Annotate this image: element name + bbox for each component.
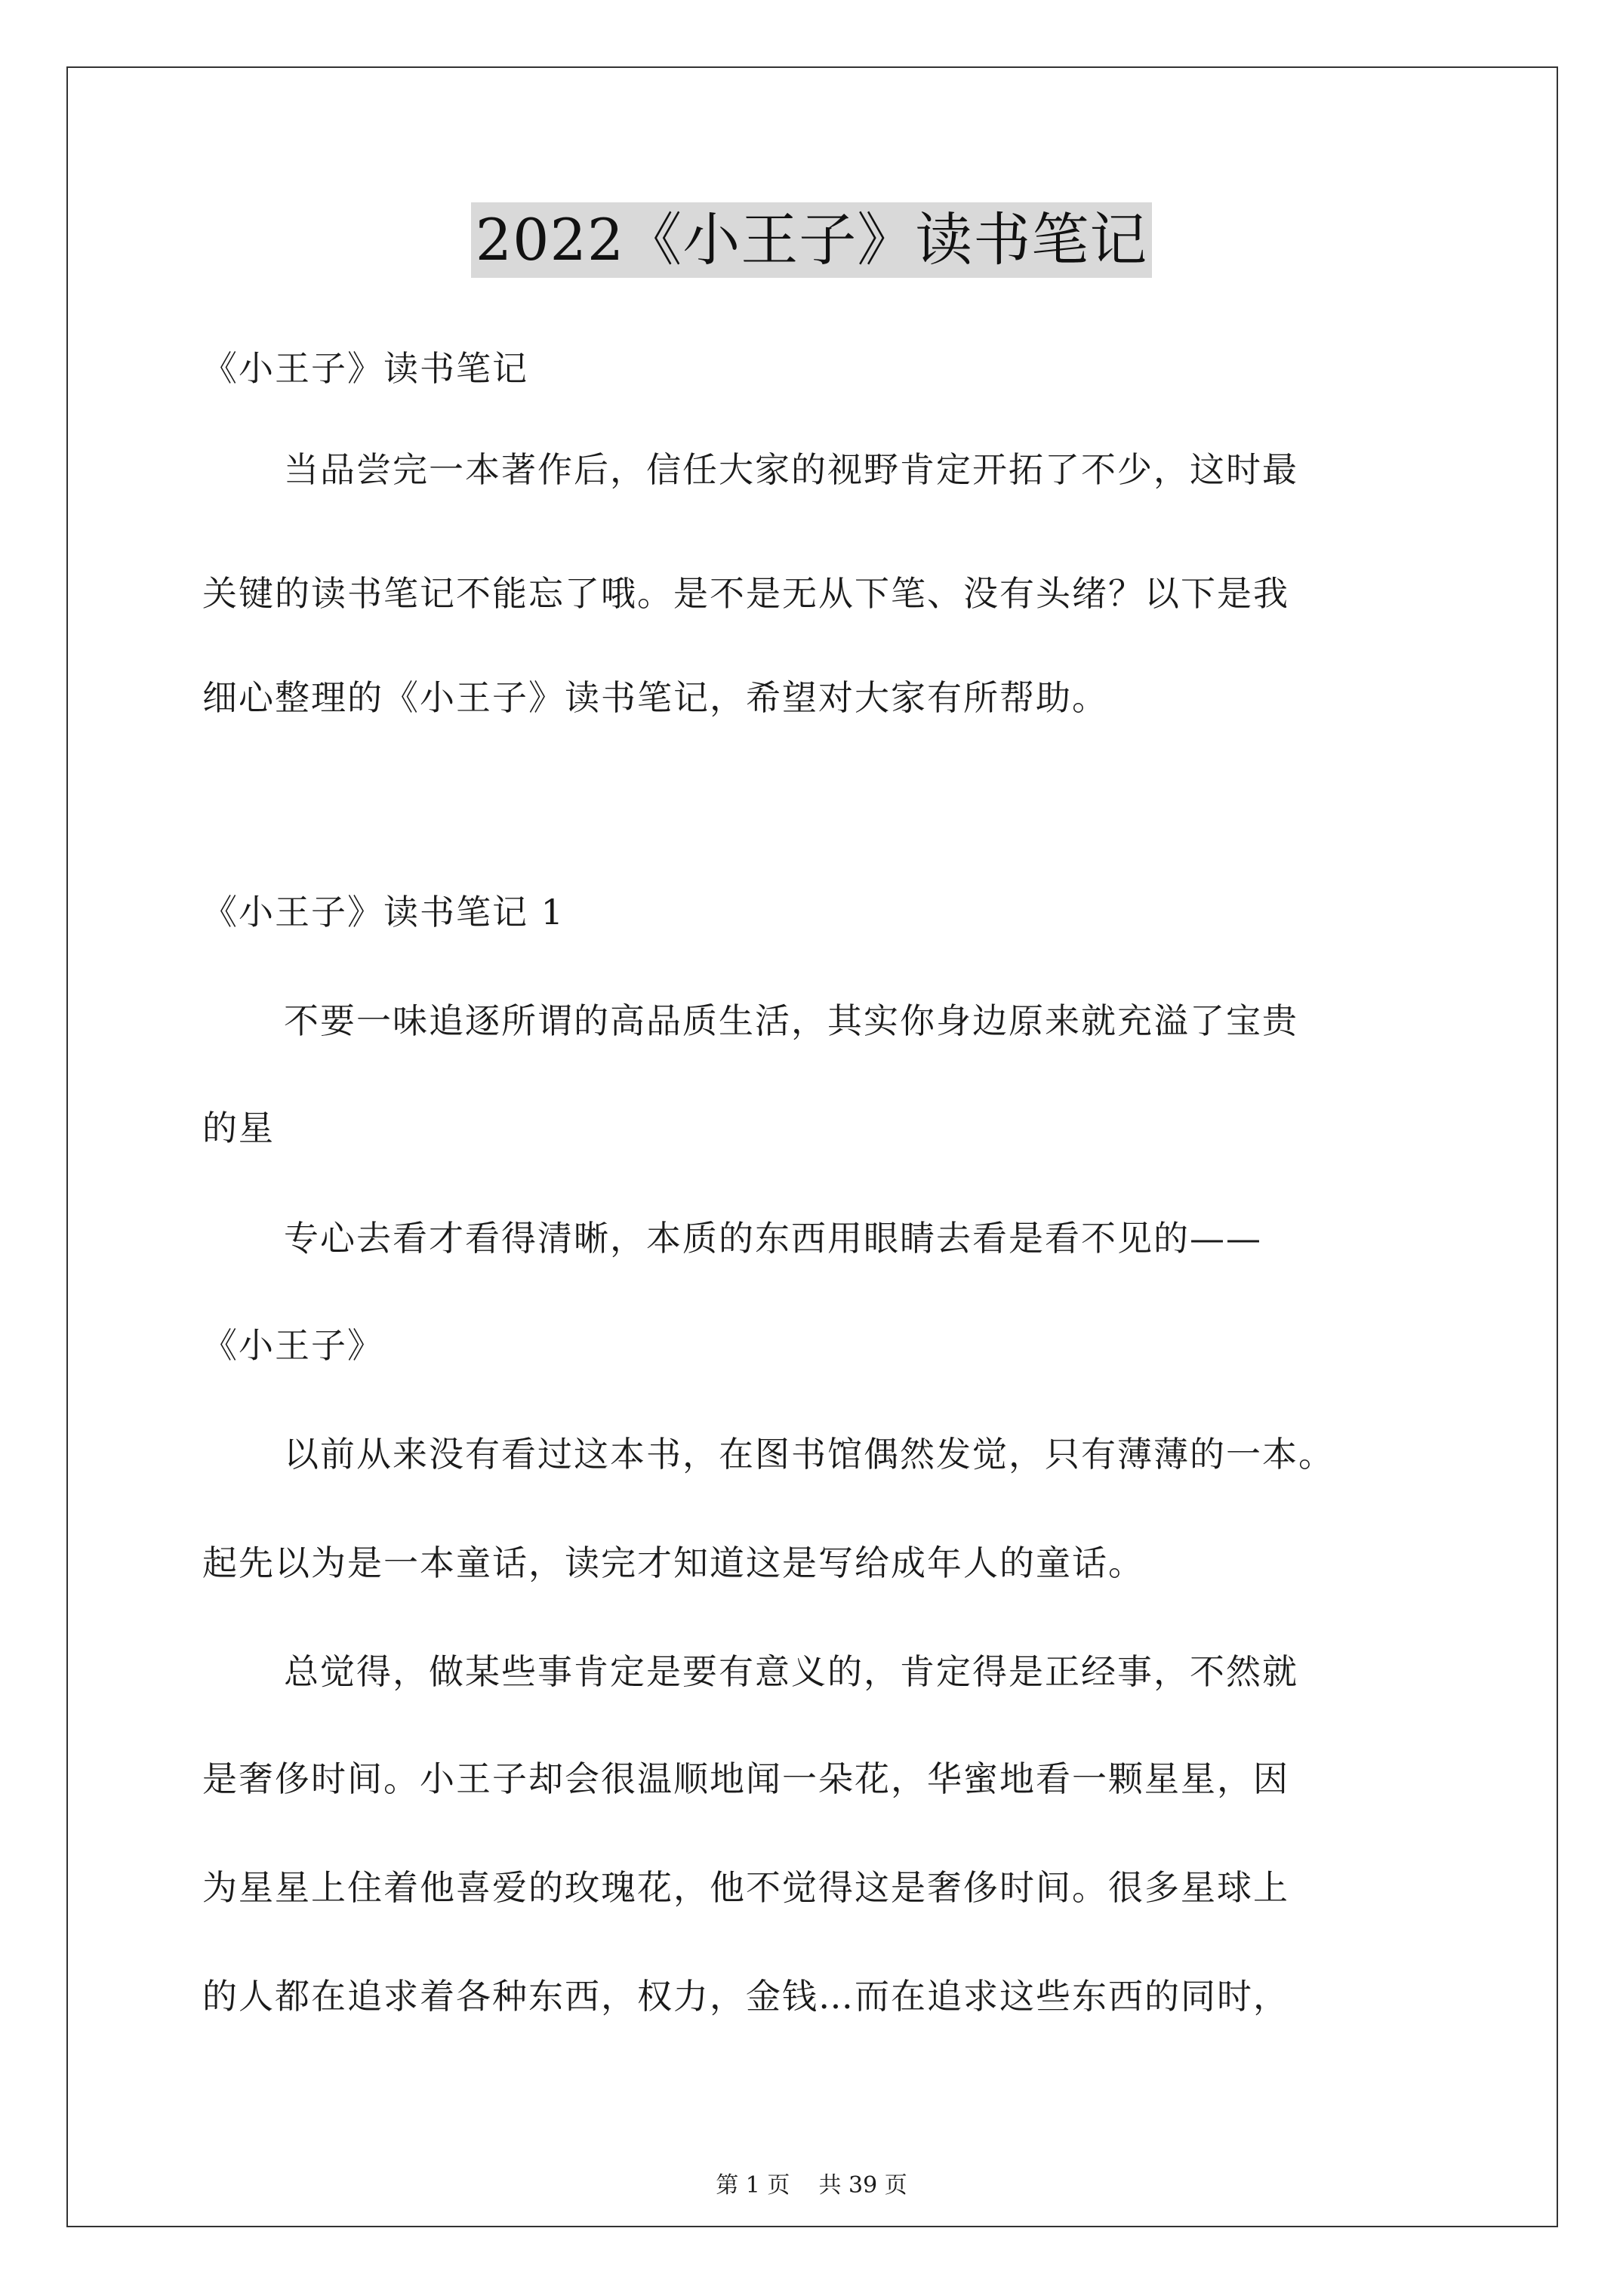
paragraph-line: 总觉得，做某些事肯定是要有意义的，肯定得是正经事，不然就 bbox=[284, 1651, 1298, 1692]
document-title: 2022《小王子》读书笔记 bbox=[471, 202, 1152, 278]
paragraph-line: 关键的读书笔记不能忘了哦。是不是无从下笔、没有头绪？以下是我 bbox=[202, 573, 1289, 614]
paragraph-line: 是奢侈时间。小王子却会很温顺地闻一朵花，华蜜地看一颗星星，因 bbox=[202, 1758, 1289, 1799]
paragraph-line: 细心整理的《小王子》读书笔记，希望对大家有所帮助。 bbox=[202, 677, 1108, 718]
paragraph-line: 当品尝完一本著作后，信任大家的视野肯定开拓了不少，这时最 bbox=[284, 449, 1298, 490]
paragraph-line: 起先以为是一本童话，读完才知道这是写给成年人的童话。 bbox=[202, 1542, 1144, 1583]
paragraph-line: 不要一味追逐所谓的高品质生活，其实你身边原来就充溢了宝贵 bbox=[284, 1000, 1298, 1041]
section-heading: 《小王子》读书笔记 bbox=[202, 348, 528, 389]
paragraph-line: 《小王子》 bbox=[202, 1325, 383, 1366]
page-number-footer: 第 1 页 共 39 页 bbox=[716, 2172, 907, 2199]
paragraph-line: 的人都在追求着各种东西，权力，金钱…而在追求这些东西的同时， bbox=[202, 1976, 1289, 2017]
paragraph-line: 以前从来没有看过这本书，在图书馆偶然发觉，只有薄薄的一本。 bbox=[284, 1434, 1335, 1475]
paragraph-line: 专心去看才看得清晰，本质的东西用眼睛去看是看不见的—— bbox=[284, 1218, 1262, 1259]
section-heading: 《小王子》读书笔记 1 bbox=[202, 892, 565, 932]
paragraph-line: 为星星上住着他喜爱的玫瑰花，他不觉得这是奢侈时间。很多星球上 bbox=[202, 1867, 1289, 1908]
title-container bbox=[0, 202, 1623, 278]
paragraph-line: 的星 bbox=[202, 1108, 275, 1148]
